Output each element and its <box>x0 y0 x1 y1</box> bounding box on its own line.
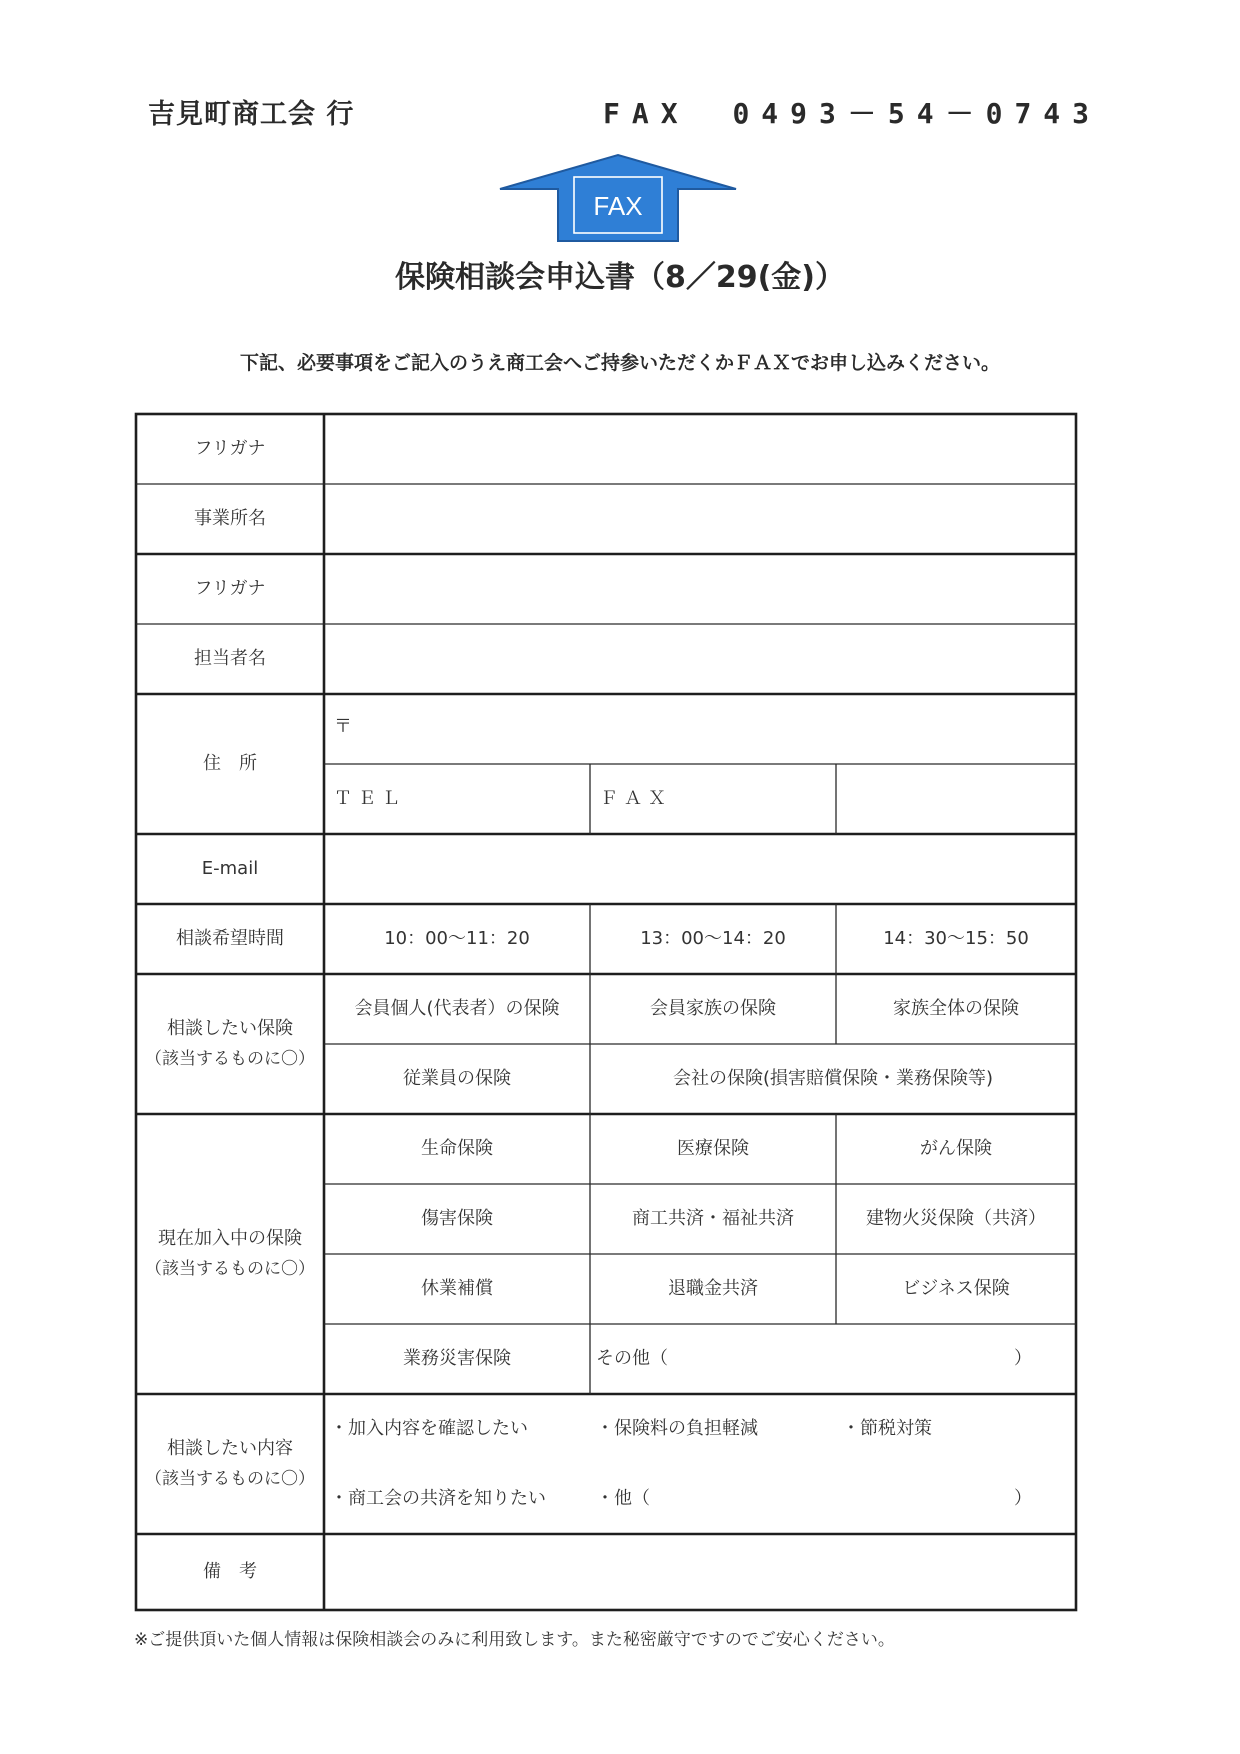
option-member-family[interactable]: 会員家族の保険 <box>650 997 776 1019</box>
fax-arrow-icon <box>498 153 738 243</box>
fax-number-heading <box>603 92 1101 132</box>
option-business-interruption[interactable]: 休業補償 <box>421 1277 493 1299</box>
option-cancer[interactable]: がん保険 <box>920 1137 992 1159</box>
furigana-person-field[interactable] <box>324 554 1076 624</box>
furigana-office-field[interactable] <box>324 414 1076 484</box>
option-company[interactable]: 会社の保険(損害賠償保険・業務保険等) <box>672 1067 994 1089</box>
label-current-insurance <box>136 1114 324 1394</box>
tel-field[interactable] <box>324 764 590 834</box>
office-name-field[interactable] <box>324 484 1076 554</box>
option-whole-family[interactable]: 家族全体の保険 <box>893 997 1019 1019</box>
label-consult-content <box>136 1394 324 1534</box>
other-insurance-open: その他（ <box>596 1347 668 1369</box>
time-slot-2[interactable]: 13：00～14：20 <box>640 927 786 949</box>
fax-label: FAX <box>603 97 690 130</box>
option-injury[interactable]: 傷害保険 <box>421 1207 493 1229</box>
application-form <box>134 412 1078 1612</box>
option-mutual-aid[interactable]: 商工共済・福祉共済 <box>632 1207 794 1229</box>
person-name-field[interactable] <box>324 624 1076 694</box>
postal-address-field[interactable] <box>324 694 1076 764</box>
time-slot-3[interactable]: 14：30～15：50 <box>883 927 1029 949</box>
option-other-insurance[interactable] <box>590 1324 1076 1394</box>
form-title: 保険相談会申込書（8／29(金)） <box>394 260 846 295</box>
time-slot-1[interactable]: 10：00～11：20 <box>384 927 530 949</box>
other-content-open: ・他（ <box>596 1487 650 1509</box>
option-work-accident[interactable]: 業務災害保険 <box>403 1347 511 1369</box>
fax-number: 0493－54－0743 <box>732 97 1102 130</box>
label-desired-insurance-note: （該当するものに〇） <box>145 1048 315 1069</box>
label-office-name: 事業所名 <box>194 507 266 529</box>
label-person-name: 担当者名 <box>194 647 266 669</box>
postal-mark: 〒 <box>334 716 352 737</box>
label-desired-insurance-title: 相談したい保険 <box>167 1018 293 1040</box>
label-furigana-person: フリガナ <box>194 577 266 599</box>
tel-label: ＴＥＬ <box>334 787 406 809</box>
fax-field-label: ＦＡＸ <box>600 787 672 809</box>
other-content-close: ） <box>1014 1487 1032 1509</box>
recipient-office: 吉見町商工会 行 <box>148 99 355 130</box>
label-remarks: 備 考 <box>203 1560 257 1582</box>
instruction-text: 下記、必要事項をご記入のうえ商工会へご持参いただくかＦＡＸでお申し込みください。 <box>239 352 1000 374</box>
fax-field[interactable] <box>590 764 836 834</box>
option-tax-saving[interactable]: ・節税対策 <box>842 1417 932 1439</box>
option-fire[interactable]: 建物火災保険（共済） <box>866 1207 1046 1229</box>
label-address: 住 所 <box>203 752 257 774</box>
email-field[interactable] <box>324 834 1076 904</box>
option-confirm-coverage[interactable]: ・加入内容を確認したい <box>330 1417 528 1439</box>
label-current-insurance-note: （該当するものに〇） <box>145 1258 315 1279</box>
option-other-content[interactable] <box>590 1464 1076 1534</box>
option-employees[interactable]: 従業員の保険 <box>403 1067 511 1089</box>
fax-arrow-label: FAX <box>593 191 643 221</box>
option-reduce-premium[interactable]: ・保険料の負担軽減 <box>596 1417 758 1439</box>
label-furigana-office: フリガナ <box>194 437 266 459</box>
other-insurance-close: ） <box>1014 1347 1032 1369</box>
fax-value-field[interactable] <box>836 764 1076 834</box>
label-desired-insurance <box>136 974 324 1114</box>
option-retirement[interactable]: 退職金共済 <box>668 1277 758 1299</box>
option-member-representative[interactable]: 会員個人(代表者）の保険 <box>354 997 560 1019</box>
label-consult-content-title: 相談したい内容 <box>167 1438 293 1460</box>
remarks-field[interactable] <box>324 1534 1076 1610</box>
label-consult-content-note: （該当するものに〇） <box>145 1468 315 1489</box>
privacy-note: ※ご提供頂いた個人情報は保険相談会のみに利用致します。また秘密厳守ですのでご安心ください。 <box>134 1630 895 1650</box>
option-learn-mutual-aid[interactable]: ・商工会の共済を知りたい <box>330 1487 546 1509</box>
label-preferred-time: 相談希望時間 <box>176 927 284 949</box>
label-email: E-mail <box>201 857 259 879</box>
label-current-insurance-title: 現在加入中の保険 <box>158 1228 302 1250</box>
option-life[interactable]: 生命保険 <box>421 1137 493 1159</box>
option-business[interactable]: ビジネス保険 <box>902 1277 1010 1299</box>
option-medical[interactable]: 医療保険 <box>677 1137 749 1159</box>
